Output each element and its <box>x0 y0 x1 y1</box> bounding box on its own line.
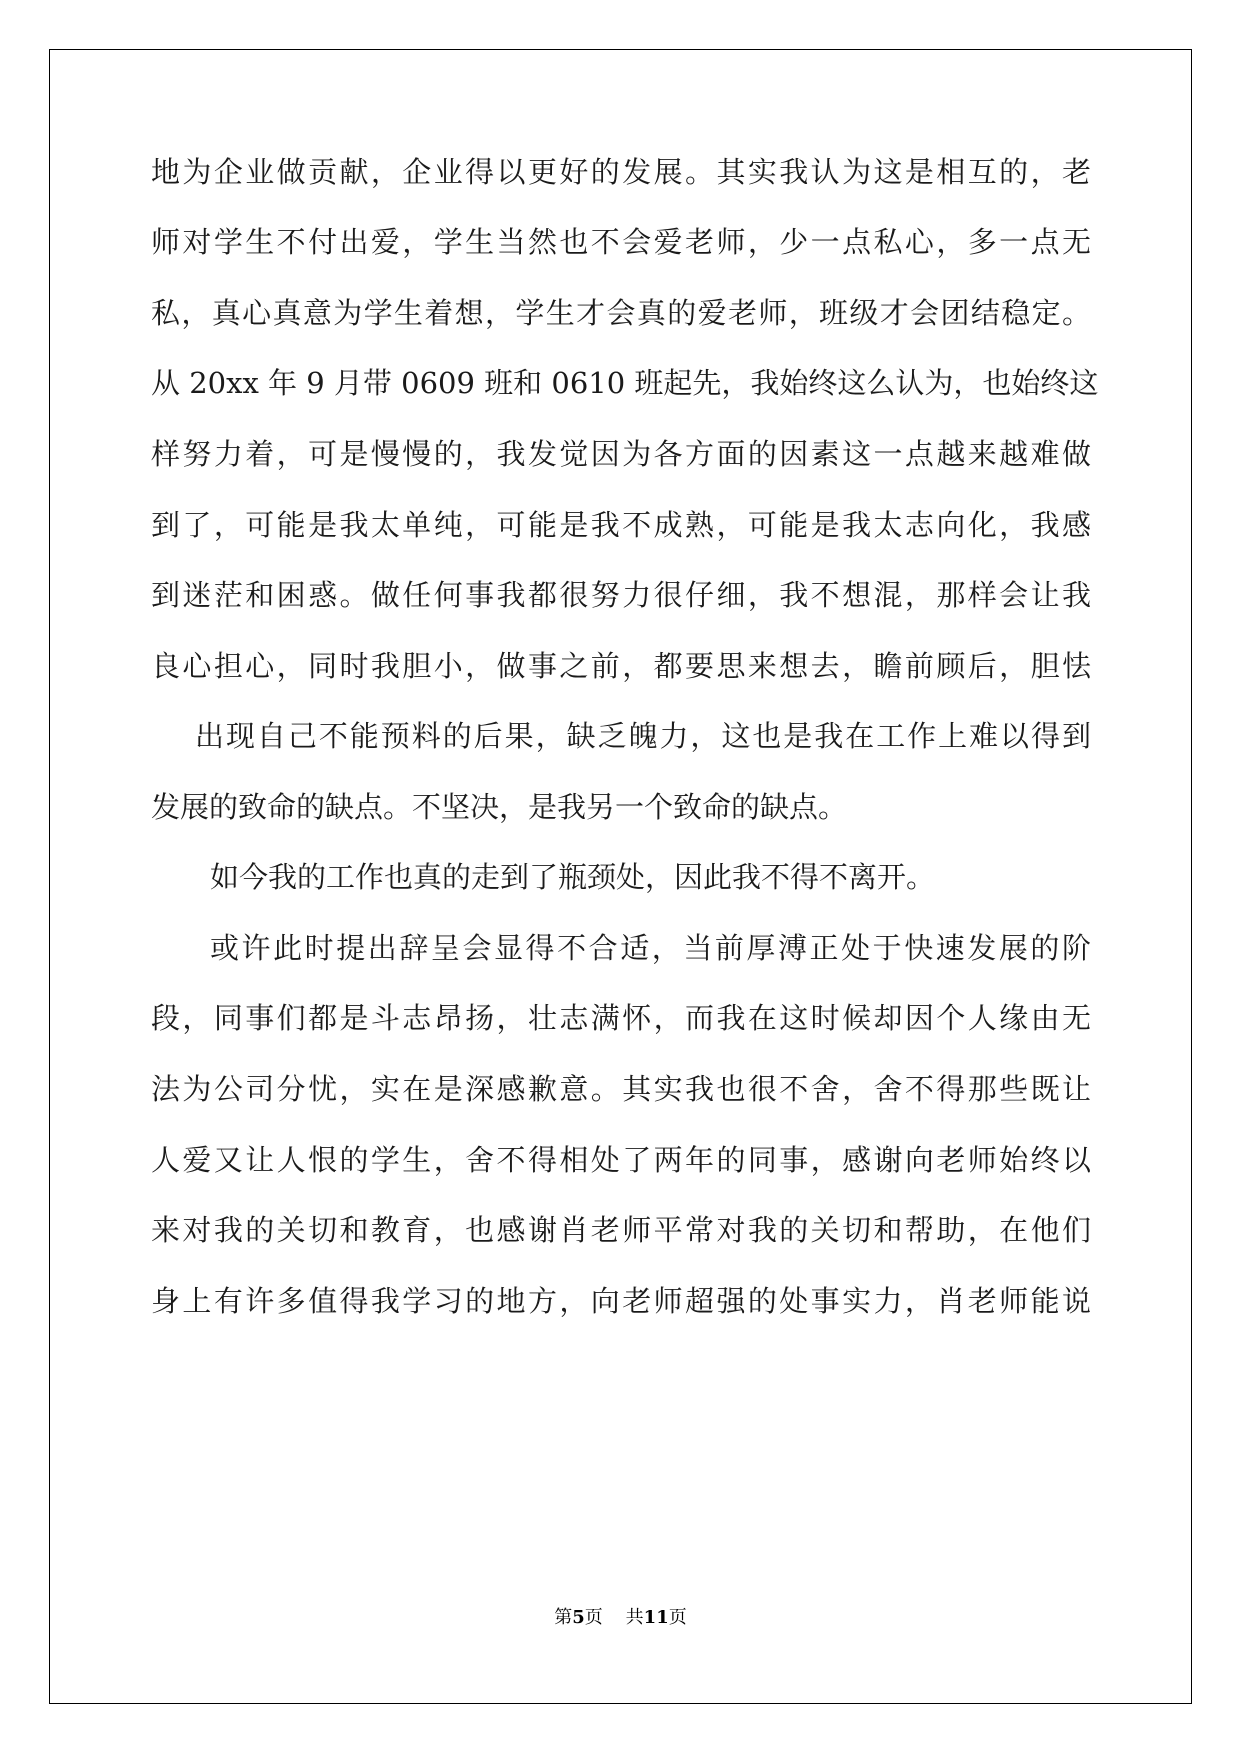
text-line: 身上有许多值得我学习的地方，向老师超强的处事实力，肖老师能说 <box>151 1284 1091 1318</box>
footer-total-suffix: 页 <box>668 1607 687 1628</box>
page-number: 5 <box>572 1607 585 1628</box>
text-line: 从 20xx 年 9 月带 0609 班和 0610 班起先，我始终这么认为，也始终这 <box>151 366 1099 400</box>
text-line: 出现自己不能预料的后果，缺乏魄力，这也是我在工作上难以得到 <box>195 719 1091 753</box>
text-line: 样努力着，可是慢慢的，我发觉因为各方面的因素这一点越来越难做 <box>151 437 1091 471</box>
text-line: 良心担心，同时我胆小，做事之前，都要思来想去，瞻前顾后，胆怯 <box>151 649 1091 683</box>
text-line: 人爱又让人恨的学生，舍不得相处了两年的同事，感谢向老师始终以 <box>151 1143 1091 1177</box>
text-line: 发展的致命的缺点。不坚决，是我另一个致命的缺点。 <box>151 790 848 824</box>
footer-total-prefix: 共 <box>625 1607 644 1628</box>
footer-prefix: 第 <box>554 1607 573 1628</box>
text-line: 法为公司分忧，实在是深感歉意。其实我也很不舍，舍不得那些既让 <box>151 1072 1091 1106</box>
text-line: 私，真心真意为学生着想，学生才会真的爱老师，班级才会团结稳定。 <box>151 296 1091 330</box>
text-line: 来对我的关切和教育，也感谢肖老师平常对我的关切和帮助，在他们 <box>151 1213 1091 1247</box>
text-line: 到迷茫和困惑。做任何事我都很努力很仔细，我不想混，那样会让我 <box>151 578 1091 612</box>
text-line: 师对学生不付出爱，学生当然也不会爱老师，少一点私心，多一点无 <box>151 225 1091 259</box>
page-footer <box>0 1606 1241 1630</box>
text-line: 如今我的工作也真的走到了瓶颈处，因此我不得不离开。 <box>210 860 936 894</box>
total-pages: 11 <box>643 1607 669 1628</box>
text-line: 到了，可能是我太单纯，可能是我不成熟，可能是我太志向化，我感 <box>151 508 1091 542</box>
text-line: 段，同事们都是斗志昂扬，壮志满怀，而我在这时候却因个人缘由无 <box>151 1001 1091 1035</box>
text-line: 地为企业做贡献，企业得以更好的发展。其实我认为这是相互的，老 <box>151 155 1091 189</box>
text-line: 或许此时提出辞呈会显得不合适，当前厚溥正处于快速发展的阶 <box>210 931 1091 965</box>
footer-page-suffix: 页 <box>584 1607 603 1628</box>
